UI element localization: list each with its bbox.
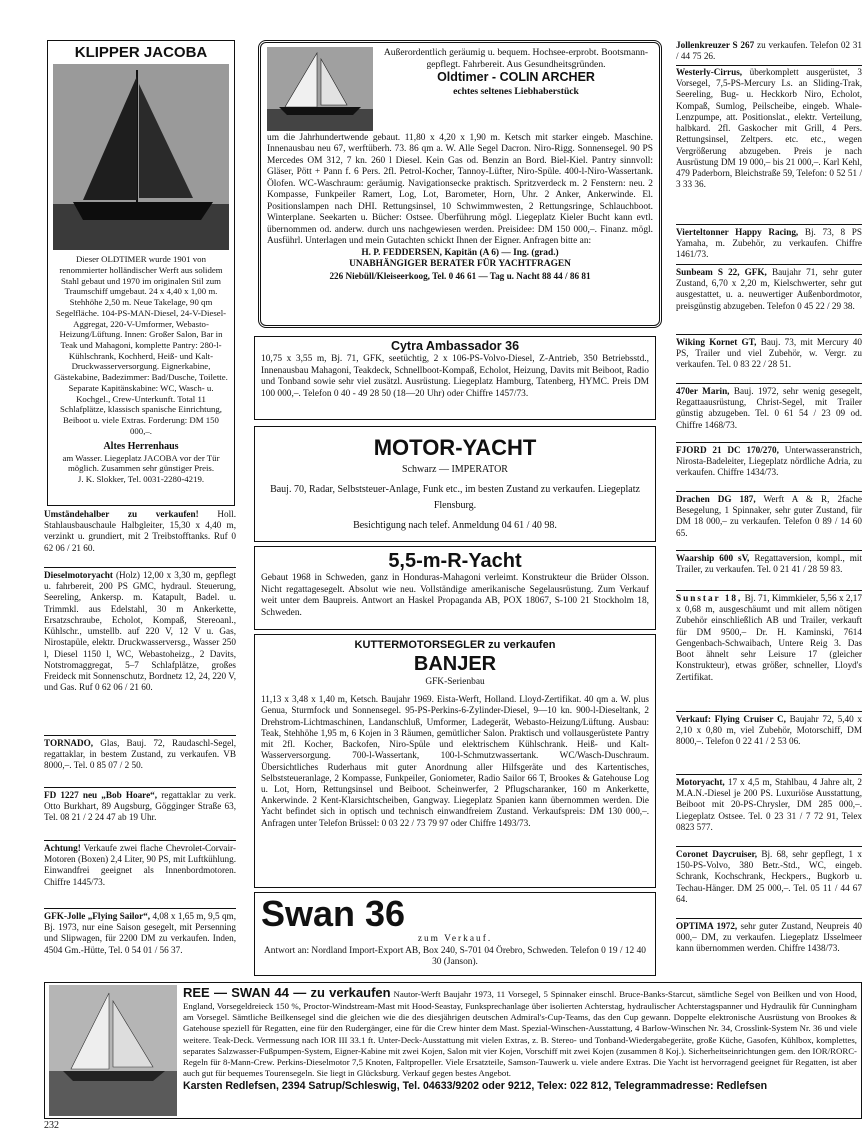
ad-body: Bauj. 73, mit Mercury 40 PS, Trailer und viel Zubehör, w. Vergr. zu verkaufen. Tel. 0 83 22 / 28 51. bbox=[676, 337, 862, 370]
motoryacht-footer: Besichtigung nach telef. Anmeldung 04 61 / 40 98. bbox=[353, 520, 557, 532]
ad-westerly-cirrus bbox=[676, 67, 862, 221]
ad-body: regattaklar zu verk. Otto Burkhart, 89 Augsburg, Gögginger Straße 63, Tel. 08 21 / 2 24 47 ab 19 Uhr. bbox=[44, 790, 236, 823]
ad-jollenkreuzer bbox=[676, 40, 862, 64]
ad-body: Regattaversion, kompl., mit Trailer, zu verkaufen. Tel. 0 21 41 / 28 59 83. bbox=[676, 553, 862, 575]
rr-title: 5,5-m-R-Yacht bbox=[388, 550, 522, 572]
ad-body: Verkaufe zwei flache Chevrolet-Corvair-Motoren (Boxen) 2,4 Liter, 90 PS, mit Luftkühlung. Einwandfrei geeignet als Innenbordmotoren. Chiffre 1445/73. bbox=[44, 843, 236, 887]
ad-body: Bj. 71, Kimmkieler, 5,56 x 2,17 x 0,68 m, ausgeschäumt und mit allem nötigen Zubehör einschließlich AB und Trailer, verkauft für DM 9500,– Dr. H. Kaminski, 7614 Gengenbach-Schwaibach, Untere Reig 3. Das Boot ähnelt sehr Leisure 17 (gleicher Konstrukteur), etwas größer, schneller, Lloyd's Zertifikat. bbox=[676, 593, 862, 682]
ad-body: 4,08 x 1,65 m, 9,5 qm, Bj. 1973, nur eine Saison gesegelt, mit Persenning und Slipwagen, für 2200 DM zu verkaufen. Inden, 4504 Gm.-Hütte, Tel. 0 54 01 / 56 37. bbox=[44, 911, 236, 955]
cytra-title: Cytra Ambassador 36 bbox=[390, 339, 520, 353]
herrenhaus-body: am Wasser. Liegeplatz JACOBA vor der Tür möglich. Zusammen sehr günstiger Preis. bbox=[62, 452, 220, 474]
ad-sunbeam bbox=[676, 267, 862, 333]
divider bbox=[676, 590, 862, 591]
ad-colin-archer bbox=[258, 40, 662, 328]
ad-fd-1227 bbox=[44, 790, 236, 838]
divider bbox=[676, 774, 862, 775]
ad-lead: 470er Marin, bbox=[676, 386, 730, 396]
ad-body: Glas, Bauj. 72, Raudaschl-Segel, regattaklar, in bestem Zustand, zu verkaufen. VB 8000,–. Tel. 0 85 07 / 2 50. bbox=[44, 738, 236, 771]
ad-dieselmotoryacht bbox=[44, 570, 236, 734]
sailboat-photo bbox=[53, 64, 229, 250]
banjer-title: BANJER bbox=[413, 653, 497, 676]
klipper-body: Dieser OLDTIMER wurde 1901 von renommierter holländischer Werft aus solidem Stahl gebaut und 1970 im originalen Stil zum Traumschiff umgebaut. 24 x 4,40 x 1,00 m. Stehhöhe 2,50 m. Neue Takelage, 90 qm Segelfläche. 104-PS-MAN-Diesel, 24-V-Diesel-Aggregat, 220-V-Umformer, Webasto-Heizung/Lüftung. Innen: Großer Salon, Bar in Teak und Mahagoni, komplette Pantry: 280-l-Kühlschrank, Kochherd, Heiß- und Kalt-Druckwasserversorgung. Eignerkabine, Gästekabine, Badezimmer: Bad/Dusche, Toilette. Separate Kapitänskabine: WC, Wasch- u. Kochgel., Crew-Unterkunft. Total 11 Schlafplätze, klassisch spanische Einrichtung, Beiboot u. viele Extras. Forderung: DM 150 000,–. bbox=[54, 254, 228, 436]
ad-lead: GFK-Jolle „Flying Sailor“, bbox=[44, 911, 151, 921]
ad-lead: Umständehalber zu verkaufen! bbox=[44, 509, 199, 519]
divider bbox=[44, 735, 236, 736]
colin-contact-name: H. P. FEDDERSEN, Kapitän (A 6) — Ing. (grad.) bbox=[361, 247, 559, 258]
ad-lead: Jollenkreuzer S 267 bbox=[676, 40, 755, 50]
ad-body: (Holz) 12,00 x 3,30 m, gepflegt u. fahrbereit, 200 PS GMC, hydraul. Steuerung, Seereling, Ankersp. m. Katapult, Badel. u. Trimmkl. aus Edelstahl, 30 m Ankerkette, Ersatzschraube, Echolot, Kompaß, Stereoanl., Kühlschr., umstellb. auf 220 V, 12 V u. Gas, Nirostapüle, elektr. Druckwasserversg., Wasser 250 l, Diesel 1150 l, WC, Webastoheizg., 2 Davits, Notstromaggregat, 5–7 Schlafplätze, großes Freideck mit Sonnenschutz, Bordnetz 12, 24, 220 V, und Gas. Ruf 0 62 06 / 21 60. bbox=[44, 570, 236, 693]
ad-tornado bbox=[44, 738, 236, 786]
colin-contact-address: 226 Niebüll/Kleiseerkoog, Tel. 0 46 61 — Tag u. Nacht 88 44 / 86 81 bbox=[329, 270, 591, 281]
ad-motor-yacht bbox=[254, 426, 656, 542]
swan36-body: Antwort an: Nordland Import-Export AB, Box 240, S-701 04 Örebro, Schweden. Telefon 0 19 / 12 40 30 (Janson). bbox=[264, 945, 646, 968]
ad-sunstar-18 bbox=[676, 593, 862, 709]
ad-lead: Wiking Kornet GT, bbox=[676, 337, 757, 347]
ad-wiking-kornet bbox=[676, 337, 862, 381]
ad-lead: Motoryacht, bbox=[676, 777, 725, 787]
ad-lead: Vierteltonner Happy Racing, bbox=[676, 227, 799, 237]
divider bbox=[44, 908, 236, 909]
ree-title: REE — SWAN 44 — zu verkaufen bbox=[183, 985, 391, 1000]
ad-body: zu verkaufen. Telefon 02 31 / 44 75 26. bbox=[676, 40, 862, 62]
colin-body: um die Jahrhundertwende gebaut. 11,80 x 4,20 x 1,90 m. Ketsch mit starker eingeb. Maschine. Innenausbau neu 67, werftüberh. 73. 86 qm a. W. Alle Segel Dacron. Niro-Rigg. Sonnensegel. 90 PS Mercedes OM 312, 7 kn. 260 l Diesel. Kein Gas od. Benzin an Bord. Biel-Kiel. Pantry sinnvoll: Gläser, Pött + Pann f. 6 Pers. 2fl. Petrol-Kocher, Tannoy-Lüfter, Niro-Spüle. 400-l-Niro-Wassertank. Ölofen. WC-Waschraum: geräumig. Navigationsecke praktisch. Spritzverdeck m. 2 Fenstern: neu. 2 Kompasse, Funkpeiler Ramert, Log, Lot, Barometer, Horn, Uhr. 2 Anker, Ankerwinde. El. Positionslampen nach DHI. Rettungsinsel, 10 Schwimmwesten, 2 Rettungsringe, Schlauchboot. Winterplane. Seekarten u. Bücher: Ostsee. Überführung mögl. Liegeplatz Kieler Bucht kann evtl. übernommen od. anderw. durch uns nachgewiesen werden. Preisidee: DM 150 000,–. Finanz. mögl. Ausführl. Unterlagen und mein Gutachten schickt Ihnen der Eigner. Anfragen bitte an: bbox=[267, 133, 653, 247]
ad-lead: OPTIMA 1972, bbox=[676, 921, 738, 931]
divider bbox=[676, 442, 862, 443]
ad-lead: Achtung! bbox=[44, 843, 81, 853]
divider bbox=[676, 846, 862, 847]
klipper-contact: J. K. Slokker, Tel. 0031-2280-4219. bbox=[77, 474, 205, 485]
ad-body: überkomplett ausgerüstet, 3 Vorsegel, 7,5-PS-Mercury Ls. an Sliding-Trak, Seereling, Bug- u. Heckkorb Niro, Echolot, Kompaß, Sumlog, Peilscheibe, eingeb. Whale-Lenzpumpe, att. Positionslat., elektr. Verteilung, halbkard. 2fl. Gaskocher mit Grill, 4 Pers. Rettungsinsel, Zeltpers. etc. etc., wegen Vergrößerung abzugeben. Preis je nach Ausrüstung DM 19 000,– bis 21 000,–. Karl Kehl, 479 Paderborn, Bleichstraße 59, Telefon: 0 52 51 / 3 33 36. bbox=[676, 67, 862, 190]
banjer-body: 11,13 x 3,48 x 1,40 m, Ketsch. Baujahr 1969. Eista-Werft, Holland. Lloyd-Zertifikat. 40 qm a. W. plus Genua, Sturmfock und Sonnensegel. 95-PS-Perkins-6-Zylinder-Diesel, 9—10 kn. 900-l-Dieseltank, 2 Drehstrom-Lichtmaschinen, Landanschluß, Umformer, Ladegerät, Webasto-Heizung/Lüftung. Ausbau: Teak, Stehhöhe 1,95 m, 6 Kojen in 3 Räumen, gemütlicher Salon. Praktisch und vollausgerüstete Pantry mit 2fl. Kocher, Backofen, Niro-Spüle und elektrischem Kühlschrank. Heiß- und Kalt-Wasserversorgung. 700-l-Wassertank, 100-l-Schmutzwassertank. WC/Wasch-Duschraum. Übersichtliches Ruderhaus mit guter Anordnung aller Hilfsgeräte und des Kartentisches, Selbststeueranlage, 2 Kompasse, Funkpeiler, Goniometer, Radio Sailor 66 T, Brookes & Gatehouse Log u. Lot, Horn, Rettungsinsel und Beiboot. Scheinwerfer, 2 Pflugscharanker, 160 m Ankerkette, Ankerwinde. 2 Kent-Klarsichtscheiben, Gangway. Liegeplatz Spanien kann übernommen werden. Die Yacht befindet sich in optisch und technisch einwandfreiem Zustand. Verkaufspreis: DM 130 000,–. Anfragen unter Telefon Brüssel: 0 03 22 / 73 79 97 oder Chiffre 1493/73. bbox=[261, 694, 649, 828]
divider bbox=[676, 711, 862, 712]
divider bbox=[676, 224, 862, 225]
cytra-body: 10,75 x 3,55 m, Bj. 71, GFK, seetüchtig, 2 x 106-PS-Volvo-Diesel, Z-Antrieb, 350 Betriebsstd., Innenausbau Mahagoni, Teakdeck, Schnellboot-Kompaß, Echolot, Heizung, Davits mit Beiboot, Radio und Tonband sowie sehr viel zusätzl. Ausrüstung. Liegeplatz Hamburg, Tatenberg, HYMC. Preis DM 100 000,–. Telefon 0 40 - 49 28 50 (18—20 Uhr) oder Chiffre 1457/73. bbox=[261, 354, 649, 399]
ad-lead: Sunbeam S 22, GFK, bbox=[676, 267, 767, 277]
swan36-title: Swan 36 bbox=[261, 893, 406, 934]
ad-stahlausbau bbox=[44, 509, 236, 567]
klipper-title: KLIPPER JACOBA bbox=[74, 44, 208, 61]
ad-corvair-motoren bbox=[44, 843, 236, 905]
divider bbox=[44, 840, 236, 841]
ree-contact: Karsten Redlefsen, 2394 Satrup/Schleswig, Tel. 04633/9202 oder 9212, Telex: 022 812, Telegrammadresse: Redlefsen bbox=[183, 1080, 768, 1093]
yacht-icon bbox=[49, 985, 177, 1116]
ad-body: Unterwasseranstrich, Nirosta-Badeleiter, Liegeplatz nördliche Adria, zu verkaufen. Chiffre 1434/73. bbox=[676, 445, 862, 478]
ad-optima bbox=[676, 921, 862, 977]
divider bbox=[676, 383, 862, 384]
colin-intro: Außerordentlich geräumig u. bequem. Hochsee-erprobt. Bootsmann-gepflegt. Fahrbereit. Aus Gesundheitsgründen. bbox=[383, 47, 649, 70]
ad-lead: Coronet Daycruiser, bbox=[676, 849, 758, 859]
herrenhaus-title: Altes Herrenhaus bbox=[103, 440, 179, 452]
page-number: 232 bbox=[44, 1120, 59, 1131]
colin-contact-role: UNABHÄNGIGER BERATER FÜR YACHTFRAGEN bbox=[349, 259, 571, 270]
ad-ree-swan-44 bbox=[44, 982, 862, 1119]
colin-title: Oldtimer - COLIN ARCHER bbox=[437, 70, 595, 85]
rr-body: Gebaut 1968 in Schweden, ganz in Honduras-Mahagoni verleimt. Konstrukteur die Brüder Olsson. Nicht regattagesegelt. Absolut wie neu. Vollständige amerikanische Segelausrüstung. Zum Verkauf weit unter dem Baupreis. Antwort an Haskel Propaganda AB, POX 18067, S-100 21 Stockholm 18, Schweden. bbox=[261, 573, 649, 618]
ketch-icon bbox=[267, 47, 373, 131]
ad-body: 17 x 4,5 m, Stahlbau, 4 Jahre alt, 2 M.A.N.-Diesel je 200 PS. Luxuriöse Ausstattung, Beiboot mit 20-PS-Chrysler, DM 285 000,–. Liegeplatz Ostsee. Tel. 0 23 31 / 7 72 91, Telex 0823 577. bbox=[676, 777, 862, 832]
banjer-kicker: KUTTERMOTORSEGLER zu verkaufen bbox=[354, 639, 556, 651]
ad-klipper-jacoba bbox=[47, 40, 235, 506]
divider bbox=[676, 334, 862, 335]
divider bbox=[676, 550, 862, 551]
sailboat-icon bbox=[53, 64, 229, 250]
ad-swan-36 bbox=[254, 892, 656, 976]
divider bbox=[676, 918, 862, 919]
ad-flying-sailor bbox=[44, 911, 236, 977]
ad-lead: FJORD 21 DC 170/270, bbox=[676, 445, 779, 455]
ad-body: Bj. 73, 8 PS Yamaha, m. Zubehör, zu verkaufen. Chiffre 1461/73. bbox=[676, 227, 862, 260]
ad-banjer bbox=[254, 634, 656, 888]
ketch-photo bbox=[267, 47, 373, 131]
divider bbox=[44, 567, 236, 568]
ad-coronet bbox=[676, 849, 862, 915]
colin-subtitle: echtes seltenes Liebhaberstück bbox=[453, 85, 579, 97]
divider bbox=[676, 264, 862, 265]
ad-waarship bbox=[676, 553, 862, 587]
ad-body: Bj. 68, sehr gepflegt, 1 x 150-PS-Volvo, 380 Betr.-Std., WC, eingeb. Schrank, Kochschrank, Heckpers., Bugkorb u. Techau-Hänger. DM 25 000,–. Tel. 05 11 / 44 67 64. bbox=[676, 849, 862, 904]
yacht-photo bbox=[49, 985, 177, 1116]
ad-drachen bbox=[676, 494, 862, 548]
ad-body: Holl. Stahlausbauschaule Halbgleiter, 15,30 x 4,40 m, verzinkt u. grundiert, mit 2 Treibstofftanks. Ruf 0 62 06 / 21 60. bbox=[44, 509, 236, 553]
divider bbox=[676, 491, 862, 492]
ad-happy-racing bbox=[676, 227, 862, 261]
ad-lead: Drachen DG 187, bbox=[676, 494, 756, 504]
ad-cytra-ambassador bbox=[254, 336, 656, 420]
ad-lead: Westerly-Cirrus, bbox=[676, 67, 743, 77]
ad-lead: Waarship 600 sV, bbox=[676, 553, 750, 563]
ad-body: Baujahr 71, sehr guter Zustand, 6,70 x 2,20 m, Kielschwerter, sehr gut ausgestattet, u. a. neuwertiger Außenbordmotor, preisgünstig abzugeben. Telefon 0 45 22 / 29 38. bbox=[676, 267, 862, 311]
ad-lead: Dieselmotoryacht bbox=[44, 570, 113, 580]
ad-flying-cruiser bbox=[676, 714, 862, 772]
banjer-subtitle: GFK-Serienbau bbox=[425, 676, 485, 687]
divider bbox=[676, 65, 862, 66]
ad-lead: TORNADO, bbox=[44, 738, 94, 748]
ad-motoryacht-stahl bbox=[676, 777, 862, 843]
ad-body: Werft A & R, 2fache Besegelung, 1 Spinnaker, sehr guter Zustand, für DM 18 000,– zu verkaufen. Telefon 0 89 / 14 60 65. bbox=[676, 494, 862, 538]
ad-body: sehr guter Zustand, Neupreis 40 000,– DM, zu verkaufen. Liegeplatz IJsselmeer kann übernommen werden. Chiffre 1438/73. bbox=[676, 921, 862, 954]
motoryacht-subtitle: Schwarz — IMPERATOR bbox=[402, 463, 508, 475]
ad-lead: Sunstar 18, bbox=[676, 593, 743, 603]
ad-fjord-21 bbox=[676, 445, 862, 489]
ad-body: Bauj. 1972, sehr wenig gesegelt, Regattaausrüstung, Christ-Segel, mit Trailer günstig abzugeben. Tel. 0 61 54 / 23 09 od. Chiffre 1468/73. bbox=[676, 386, 862, 430]
ad-lead: Verkauf: Flying Cruiser C, bbox=[676, 714, 786, 724]
motoryacht-title: MOTOR-YACHT bbox=[373, 435, 537, 460]
ad-lead: FD 1227 neu „Bob Hoare“, bbox=[44, 790, 158, 800]
ree-body: Nautor-Werft Baujahr 1973, 11 Vorsegel, 5 Spinnaker einschl. Bruce-Banks-Starcut, sämtliche Segel von Beilken und von Hood, England, Vorsegeldreieck 150 %, Proctor-Windstream-Mast mit Hood-Seastay, Funksprechanlage über isolierten Achterstag, hydraulischer Achterstagspanner und Hydraulik für Cunningham am Vorsegel. Sämtliche Beilkensegel sind die gleichen wie die des diesjährigen deutschen Admiral's-Cup-Teams, das den Cup gewann. Doppelte elektronische Ausrüstung von Brookes & Gatehouse speziell für Regatten, eine für den Rudergänger, eine für die Crew hinter dem Mast. Spezial-Winschen-Ausstattung, 4 Barlow-Winschen Nr. 34, Crosslink-System Nr. 36 und viele weitere. Teak-Deck. Vermessung nach IOR III 33.1 ft. Unter-Deck-Ausstattung mit vielen Extras, z. B. Stereo- und Tonband-Wiedergabegeräte, große Küche, Gasofen, Kühlbox, komplettes, separates Salzwasser-Fußpumpen-System, Eigner-Kabine mit zwei Kojen, Salon mit vier Kojen, Vorschiff mit zwei Kojen (zusammen 8 Koj.). Sicherheitseinrichtungen gem. den IOR/RORC-Regeln für 8-Mann-Crew. Perkins-Dieselmotor 7,5 Knoten, Faltpropeller. Viele Ersatzteile, Samson-Tauwerk u. viele andere Extras. Die Yacht ist hervorragend geeignet für Regatten, ist aber auch gut für bequemes Tourensegeln. Sie liegt in Glücksburg. Verkauf gegen bestes Angebot. bbox=[183, 989, 857, 1079]
motoryacht-body: Bauj. 70, Radar, Selbststeuer-Anlage, Funk etc., im besten Zustand zu verkaufen. Liegeplatz Flensburg. bbox=[270, 484, 640, 512]
ad-body: Baujahr 72, 5,40 x 2,10 x 0,80 m, viel Zubehör, Motorschiff, DM 8000,–. Telefon 0 22 41 / 2 53 06. bbox=[676, 714, 862, 747]
ad-470er-marin bbox=[676, 386, 862, 440]
ad-55-r-yacht bbox=[254, 546, 656, 630]
swan36-subtitle: zum Verkauf. bbox=[417, 934, 493, 945]
divider bbox=[44, 787, 236, 788]
